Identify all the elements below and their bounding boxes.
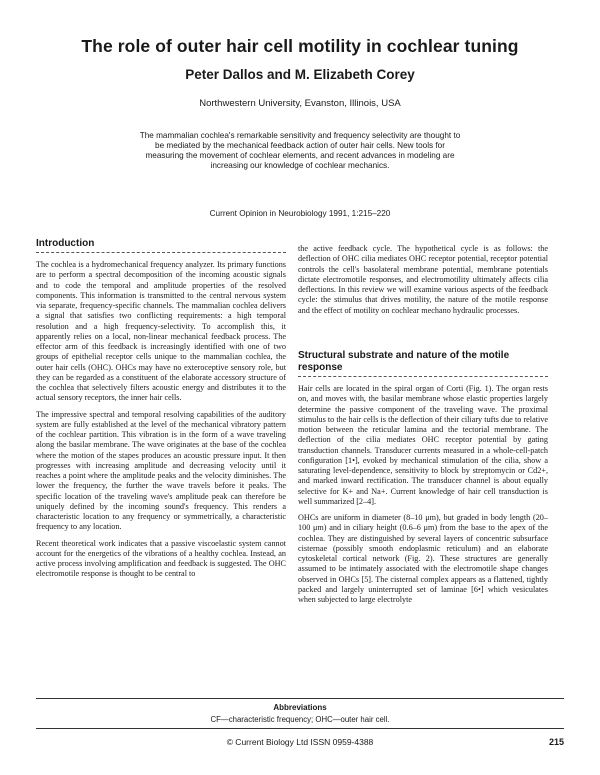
abbreviations-bottom-rule — [36, 728, 564, 729]
affiliation: Northwestern University, Evanston, Illinois, USA — [199, 98, 401, 109]
structure-paragraph-1: Hair cells are located in the spiral organ of Corti (Fig. 1). The organ rests on, and moves with, the basilar membrane whose elastic properties largely determine the passive component of the traveling wave. The proximal stimulus to the hair cells is the deflection of their ciliary tufts due to relative motion between the reticular lamina and the tectorial membrane. The deflection of the cilia mediates OHC receptor potential by gating transduction channels. Transducer currents measured in a whole-cell-patch configuration [1•], evoked by mechanical stimulation of the cilia, show a saturating level-dependence, sensitivity to block by streptomycin or Cd2+, and marked inward rectification. The transducer channel is about equally selective for K+ and Na+. Current knowledge of hair cell transduction is well summarized [2–4]. — [298, 384, 548, 506]
intro-continuation: the active feedback cycle. The hypothetical cycle is as follows: the deflection of OHC cilia mediates OHC receptor potential, receptor potential controls the cell's basolateral membrane potential, membrane potentials dictate electromotile responses, and electromotility ultimately affects cilia deflections. In this review we will examine various aspects of the feedback cycle: the stimulus that drives motility, the nature of the motile response and the effect of motility on cochlear mechano hydraulic processes. — [298, 244, 548, 315]
intro-paragraph-1: The cochlea is a hydromechanical frequency analyzer. Its primary functions are to perform a spectral decomposition of the incoming acoustic signals and to code the temporal and amplitude properties of the resolved components. This information is transmitted to the central nervous system via separate, frequency-specific channels. The mammalian cochlea delivers a signal that satisfies two conflicting requirements: a high temporal resolution and a high frequency-selectivity. To accomplish this, it apparently relies on a local, non-linear mechanical feedback process. The effector arm of this feedback is increasingly identified with one of two groups of epithelial receptor cells unique to the mammalian cochlea, the outer hair cells (OHC). OHCs may have no exteroceptive sensory role, but they can be regarded as a constituent of the elaborate accessory structure of the cochlea that selectively filters acoustic energy and distributes it to the actual sensory receptors, the inner hair cells. — [36, 260, 286, 403]
introduction-heading: Introduction — [36, 238, 286, 253]
left-column — [36, 260, 286, 586]
abbreviations-title: Abbreviations — [273, 703, 327, 712]
abbreviations-text: CF—characteristic frequency; OHC—outer hair cell. — [210, 715, 390, 724]
journal-citation: Current Opinion in Neurobiology 1991, 1:215–220 — [209, 209, 391, 218]
right-column — [298, 244, 548, 322]
right-column-body — [298, 384, 548, 611]
intro-paragraph-2: The impressive spectral and temporal resolving capabilities of the auditory system are fully established at the level of the mechanical vibratory pattern of the cochlear partition. This vibration is in the form of a wave traveling along the basilar membrane. The wave originates at the base of the cochlea where the motion of the stapes produces an acoustic pressure input. It then progresses with increasing amplitude and decreasing velocity until it reaches a point where the amplitude peaks and the velocity diminishes. The lower the frequency, the further the wave travels before it peaks. The specific location of the traveling wave's amplitude peak can therefore be uniquely defined by the incoming sound's frequency. This renders a characteristic location to any frequency or symmetrically, a characteristic frequency to any location. — [36, 409, 286, 532]
publisher-footer: © Current Biology Ltd ISSN 0959-4388 — [226, 737, 374, 747]
structure-paragraph-2: OHCs are uniform in diameter (8–10 μm), but graded in body length (20–100 μm) and in ciliary height (0.6–6 μm) from the base to the apex of the cochlea. They are distinguished by several layers of concentric subsurface cisternae (possibly smooth endoplasmic reticulum) and an elaborate cytoskeletal cortical network (Fig. 2). These structures are generally assumed to be intimately associated with the electromotile shape changes observed in OHCs [5]. The cisternal complex appears as a flattened, tightly packed and largely uninterrupted set of laminae [6•] which vesiculates when subjected to large electrolyte — [298, 513, 548, 604]
page-number: 215 — [548, 737, 564, 747]
author-list: Peter Dallos and M. Elizabeth Corey — [185, 67, 415, 82]
paper-title: The role of outer hair cell motility in cochlear tuning — [81, 36, 519, 56]
structural-substrate-heading: Structural substrate and nature of the motile response — [298, 350, 548, 377]
intro-paragraph-3: Recent theoretical work indicates that a passive viscoelastic system cannot account for the energetics of the vibrations of a healthy cochlea. Instead, an active process involving amplification and feedback is suggested. The OHC electromotile response is thought to be central to — [36, 538, 286, 579]
abstract: The mammalian cochlea's remarkable sensitivity and frequency selectivity are thought to be mediated by the mechanical feedback action of outer hair cells. New tools for measuring the movement of cochlear elements, and recent advances in modeling are increasing our knowledge of cochlear mechanics. — [139, 131, 461, 171]
abbreviations-top-rule — [36, 698, 564, 699]
